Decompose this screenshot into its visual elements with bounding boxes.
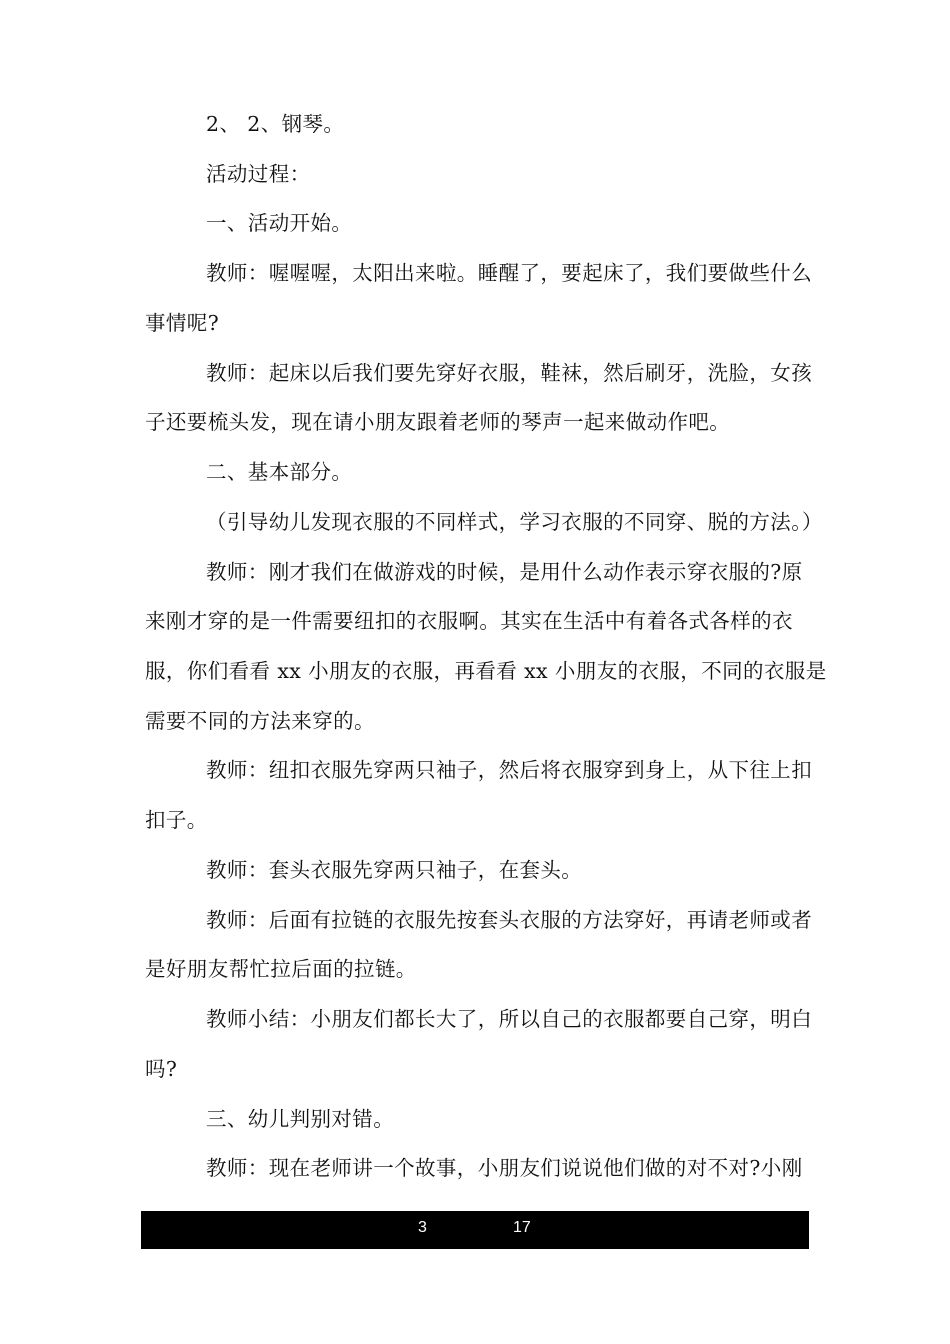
text-line: 是好朋友帮忙拉后面的拉链。 xyxy=(145,957,417,981)
text-line: 子还要梳头发，现在请小朋友跟着老师的琴声一起来做动作吧。 xyxy=(145,410,731,434)
text-line: 来刚才穿的是一件需要纽扣的衣服啊。其实在生活中有着各式各样的衣 xyxy=(145,609,793,633)
page-footer xyxy=(141,1211,809,1249)
text-line: 教师：现在老师讲一个故事，小朋友们说说他们做的对不对?小刚 xyxy=(206,1156,803,1180)
text-line: 教师：起床以后我们要先穿好衣服，鞋袜，然后刷牙，洗脸，女孩 xyxy=(206,361,813,385)
text-line: 需要不同的方法来穿的。 xyxy=(145,709,375,733)
text-line: 事情呢? xyxy=(145,311,220,335)
text-line: （引导幼儿发现衣服的不同样式，学习衣服的不同穿、脱的方法。） xyxy=(206,510,823,534)
section-heading: 一、活动开始。 xyxy=(206,211,353,235)
section-heading: 三、幼儿判别对错。 xyxy=(206,1107,395,1131)
text-line: 教师：纽扣衣服先穿两只袖子，然后将衣服穿到身上，从下往上扣 xyxy=(206,758,813,782)
text-line: 服，你们看看 xx 小朋友的衣服，再看看 xx 小朋友的衣服，不同的衣服是 xyxy=(145,659,827,683)
text-line: 教师：喔喔喔，太阳出来啦。睡醒了，要起床了，我们要做些什么 xyxy=(206,261,813,285)
text-line: 教师小结：小朋友们都长大了，所以自己的衣服都要自己穿，明白 xyxy=(206,1007,813,1031)
text-line: 教师：后面有拉链的衣服先按套头衣服的方法穿好，再请老师或者 xyxy=(206,908,813,932)
text-line: 教师：刚才我们在做游戏的时候，是用什么动作表示穿衣服的?原 xyxy=(206,560,803,584)
text-line: 扣子。 xyxy=(145,808,208,832)
text-line: 活动过程： xyxy=(206,162,311,186)
page-number: 3 xyxy=(418,1219,427,1236)
text-line: 教师：套头衣服先穿两只袖子，在套头。 xyxy=(206,858,583,882)
page-total: 17 xyxy=(513,1219,531,1236)
section-heading: 二、基本部分。 xyxy=(206,460,353,484)
text-line: 吗? xyxy=(145,1057,178,1081)
text-line: 2、 2、钢琴。 xyxy=(206,112,345,136)
